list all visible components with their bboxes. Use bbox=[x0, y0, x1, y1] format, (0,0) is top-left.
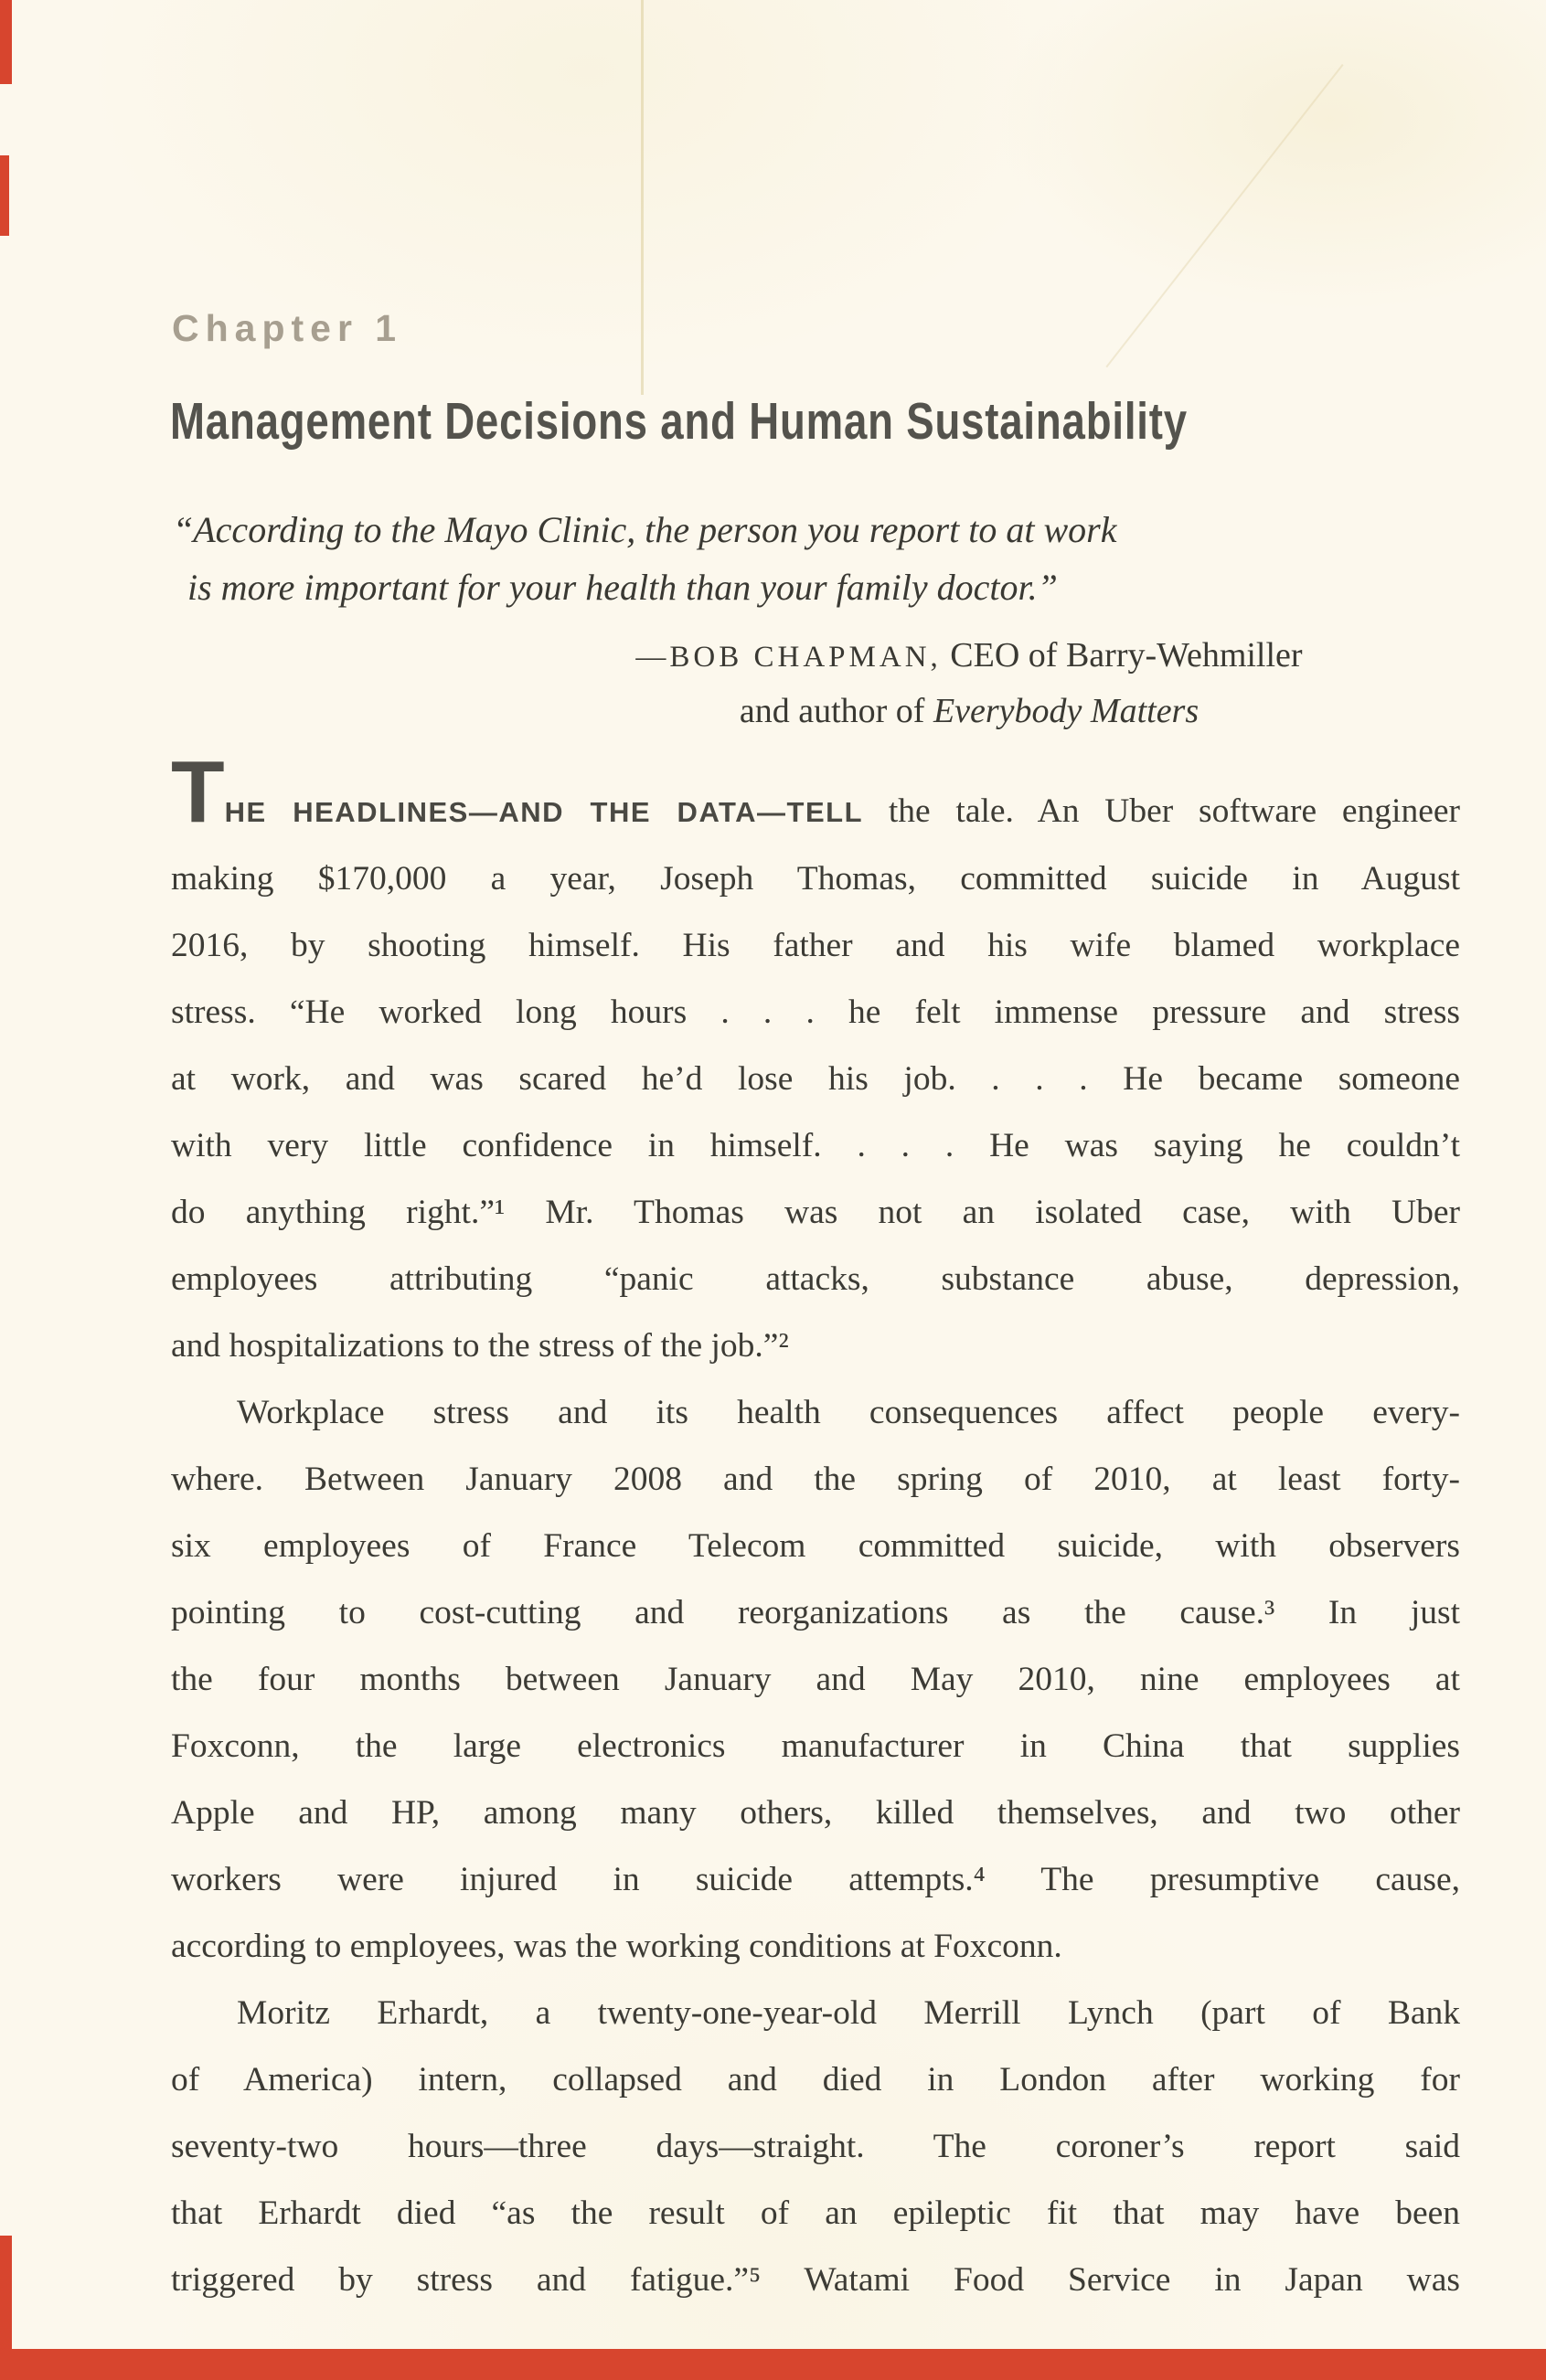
scan-crease-line bbox=[641, 0, 644, 395]
body-line: at work, and was scared he’d lose his job. . . . He became someone bbox=[171, 1060, 1460, 1098]
body-line: do anything right.”¹ Mr. Thomas was not an isolated case, with Uber bbox=[171, 1194, 1460, 1231]
body-line: seventy-two hours—three days—straight. The coroner’s report said bbox=[171, 2128, 1460, 2165]
body-line: that Erhardt died “as the result of an epileptic fit that may have been bbox=[171, 2194, 1460, 2232]
body-line: six employees of France Telecom committed suicide, with observers bbox=[171, 1527, 1460, 1565]
body-opening-line bbox=[171, 743, 1460, 845]
body-line: stress. “He worked long hours . . . he felt immense pressure and stress bbox=[171, 993, 1460, 1031]
drop-cap: T bbox=[171, 743, 225, 841]
body-line: according to employees, was the working conditions at Foxconn. bbox=[171, 1928, 1062, 1965]
body-line: Foxconn, the large electronics manufacturer in China that supplies bbox=[171, 1727, 1460, 1765]
attribution-name: —BOB CHAPMAN, bbox=[635, 641, 942, 674]
scan-scratch-line bbox=[1105, 64, 1343, 367]
body-line: triggered by stress and fatigue.”⁵ Watami Food Service in Japan was bbox=[171, 2261, 1460, 2299]
scan-red-mark bbox=[0, 2349, 1546, 2380]
body-line: workers were injured in suicide attempts.⁴ The presumptive cause, bbox=[171, 1861, 1460, 1898]
page-title: Management Decisions and Human Sustainability bbox=[170, 392, 1188, 451]
opening-rest: the tale. An Uber software engineer bbox=[863, 792, 1460, 830]
body-text bbox=[171, 743, 1460, 2313]
body-line: and hospitalizations to the stress of the job.”² bbox=[171, 1327, 789, 1365]
attribution-line-2 bbox=[567, 685, 1371, 738]
attribution-line-1 bbox=[567, 629, 1371, 685]
body-line: employees attributing “panic attacks, substance abuse, depression, bbox=[171, 1260, 1460, 1298]
attribution-author-prefix: and author of bbox=[739, 692, 933, 730]
attribution-book-title: Everybody Matters bbox=[933, 692, 1199, 730]
epigraph-attribution bbox=[567, 629, 1371, 738]
body-line: pointing to cost-cutting and reorganizations as the cause.³ In just bbox=[171, 1594, 1460, 1631]
scan-red-mark bbox=[0, 155, 9, 236]
body-line: of America) intern, collapsed and died in London after working for bbox=[171, 2061, 1460, 2098]
epigraph-quote bbox=[173, 501, 1288, 616]
body-line: Workplace stress and its health consequences affect people every- bbox=[237, 1394, 1460, 1431]
body-line: 2016, by shooting himself. His father and his wife blamed workplace bbox=[171, 927, 1460, 964]
scan-red-mark bbox=[0, 0, 12, 84]
epigraph-line-2: is more important for your health than your family doctor.” bbox=[187, 567, 1058, 608]
body-line: the four months between January and May 2010, nine employees at bbox=[171, 1661, 1460, 1698]
epigraph-line-1: “According to the Mayo Clinic, the person you report to at work bbox=[173, 509, 1117, 550]
opening-small-caps: HE HEADLINES—AND THE DATA—TELL bbox=[224, 796, 864, 828]
body-line: where. Between January 2008 and the spring of 2010, at least forty- bbox=[171, 1461, 1460, 1498]
body-line: Apple and HP, among many others, killed themselves, and two other bbox=[171, 1794, 1460, 1832]
body-line: Moritz Erhardt, a twenty-one-year-old Merrill Lynch (part of Bank bbox=[237, 1994, 1460, 2032]
body-line: with very little confidence in himself. . . . He was saying he couldn’t bbox=[171, 1127, 1460, 1164]
chapter-label: Chapter 1 bbox=[172, 307, 403, 349]
body-line: making $170,000 a year, Joseph Thomas, committed suicide in August bbox=[171, 860, 1460, 898]
attribution-role: CEO of Barry-Wehmiller bbox=[941, 636, 1303, 675]
